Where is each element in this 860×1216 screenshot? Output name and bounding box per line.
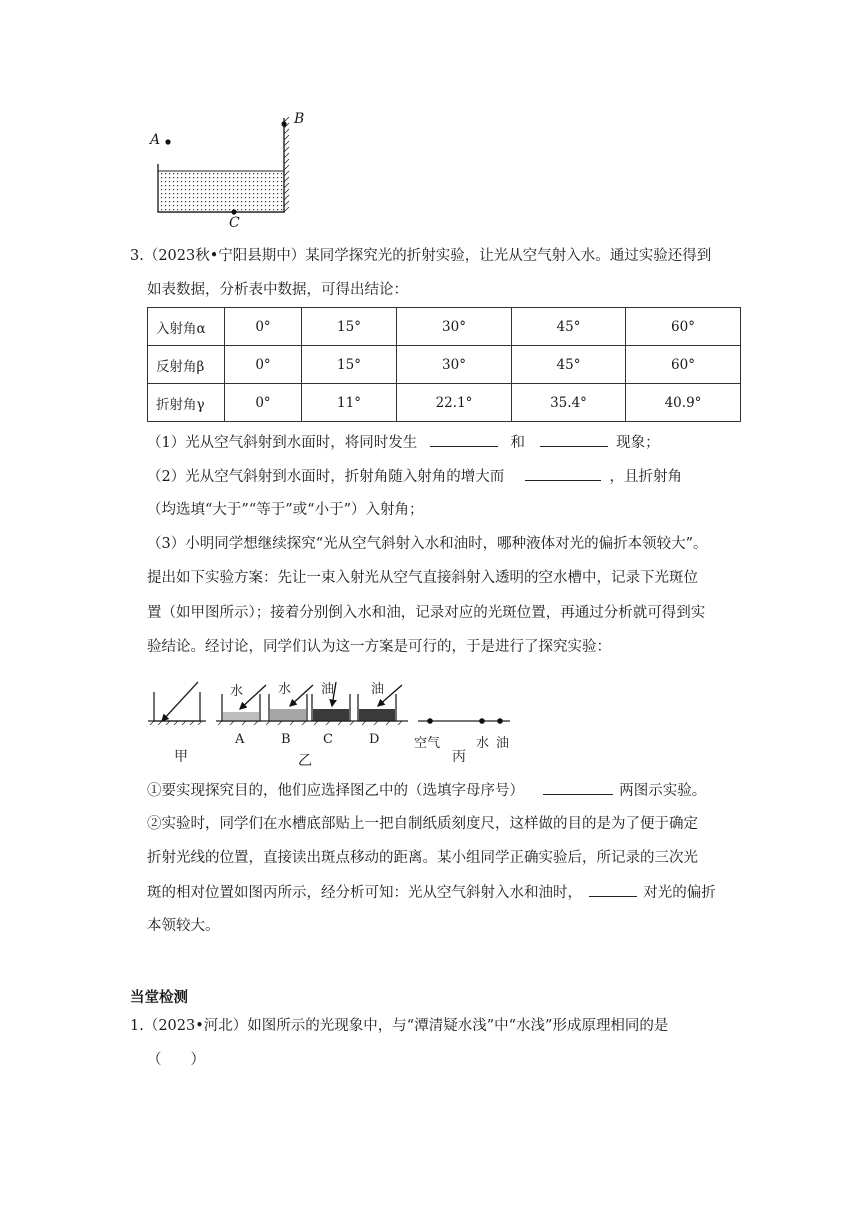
q3-sub2-line3: [147, 882, 716, 903]
table-cell: 45°: [512, 308, 626, 346]
q3-p2: [147, 466, 682, 487]
point-b: [281, 121, 286, 126]
table-cell: 40.9°: [626, 384, 741, 422]
row-head: 入射角α: [148, 308, 225, 346]
tank-a: [222, 685, 266, 721]
p1-text-b: 和: [510, 435, 525, 451]
answer-blank[interactable]: [430, 432, 498, 447]
q3-p3-line4: 验结论。经讨论，同学们认为这一方案是可行的，于是进行了探究实验：: [147, 639, 611, 655]
table-cell: 60°: [626, 308, 741, 346]
answer-blank[interactable]: [525, 466, 601, 481]
angle-table: [147, 307, 741, 422]
label-oil-spot: 油: [496, 736, 510, 751]
label-jia: 甲: [174, 749, 188, 765]
answer-blank[interactable]: [543, 780, 613, 795]
label-yi: 乙: [298, 753, 312, 769]
q3-sub2-line2: 折射光线的位置，直接读出斑点移动的距离。某小组同学正确实验后，所记录的三次光: [147, 850, 698, 866]
tank-jia: [148, 682, 206, 721]
point-c: [231, 209, 236, 214]
label-air: 空气: [414, 736, 441, 751]
table-cell: 45°: [512, 346, 626, 384]
table-cell: 30°: [397, 308, 512, 346]
label-tank-d: D: [369, 732, 380, 747]
sub1-text-a: ①要实现探究目的，他们应选择图乙中的（选填字母序号）: [147, 783, 524, 799]
section-q1-line2: （ ）: [147, 1052, 205, 1068]
table-row: [148, 346, 741, 384]
answer-blank[interactable]: [589, 882, 637, 897]
sub2-text-b: 对光的偏折: [643, 885, 716, 901]
label-water1: 水: [230, 684, 244, 699]
row-head: 折射角γ: [148, 384, 225, 422]
table-cell: 0°: [225, 308, 302, 346]
spot-air: [427, 718, 433, 724]
q3-sub1: [147, 780, 706, 801]
table-cell: 35.4°: [512, 384, 626, 422]
p1-text-c: 现象；: [616, 435, 660, 451]
table-cell: 11°: [302, 384, 397, 422]
tank-figure: [140, 108, 310, 224]
sub2-text-a: 斑的相对位置如图丙所示，经分析可知：光从空气斜射入水和油时，: [147, 885, 582, 901]
q3-line1: 3.（2023秋•宁阳县期中）某同学探究光的折射实验，让光从空气射入水。通过实验还得到: [130, 248, 712, 264]
section-q1-line1: 1.（2023•河北）如图所示的光现象中，与“潭清疑水浅”中“水浅”形成原理相同的是: [130, 1018, 669, 1034]
label-tank-c: C: [323, 732, 333, 747]
q3-p3-line2: 提出如下实验方案：先让一束入射光从空气直接斜射入透明的空水槽中，记录下光斑位: [147, 570, 698, 586]
label-tank-b: B: [281, 732, 291, 747]
q3-p1: [147, 432, 660, 453]
q3-sub2-line1: ②实验时，同学们在水槽底部贴上一把自制纸质刻度尺，这样做的目的是为了便于确定: [147, 816, 698, 832]
table-cell: 0°: [225, 346, 302, 384]
table-cell: 30°: [397, 346, 512, 384]
p1-text-a: （1）光从空气斜射到水面时，将同时发生: [147, 435, 418, 451]
row-head: 反射角β: [148, 346, 225, 384]
q3-sub2-line4: 本领较大。: [147, 918, 220, 934]
spot-water: [479, 718, 485, 724]
section-title: 当堂检测: [130, 990, 188, 1006]
label-oil2: 油: [371, 682, 385, 697]
table-row: [148, 308, 741, 346]
q3-line2: 如表数据，分析表中数据，可得出结论：: [147, 282, 408, 298]
label-a: A: [150, 132, 161, 148]
table-cell: 22.1°: [397, 384, 512, 422]
label-tank-a: A: [235, 732, 245, 747]
table-cell: 15°: [302, 308, 397, 346]
table-cell: 60°: [626, 346, 741, 384]
label-b: B: [294, 111, 305, 127]
point-a: [165, 139, 170, 144]
table-cell: 0°: [225, 384, 302, 422]
p2-text-b: ，且折射角: [609, 469, 682, 485]
tank-figure-drawing: [140, 108, 310, 224]
q3-p2-line2: （均选填“大于”“等于”或“小于”）入射角；: [147, 502, 424, 518]
q3-p3-line3: 置（如甲图所示）；接着分别倒入水和油，记录对应的光斑位置，再通过分析就可得到实: [147, 605, 706, 621]
label-bing: 丙: [452, 749, 466, 765]
water-region: [158, 171, 284, 211]
label-oil1: 油: [321, 682, 335, 697]
label-c: C: [229, 215, 240, 231]
sub1-text-b: 两图示实验。: [619, 783, 707, 799]
answer-blank[interactable]: [540, 432, 608, 447]
p2-text-a: （2）光从空气斜射到水面时，折射角随入射角的增大而: [147, 469, 505, 485]
spot-oil: [497, 718, 503, 724]
table-row: [148, 384, 741, 422]
mirror-hatch: [284, 117, 289, 212]
q3-p3-line1: （3）小明同学想继续探究“光从空气斜射入水和油时，哪种液体对光的偏折本领较大”。: [147, 536, 708, 552]
table-cell: 15°: [302, 346, 397, 384]
label-water-spot: 水: [476, 736, 490, 751]
label-water2: 水: [278, 682, 292, 697]
